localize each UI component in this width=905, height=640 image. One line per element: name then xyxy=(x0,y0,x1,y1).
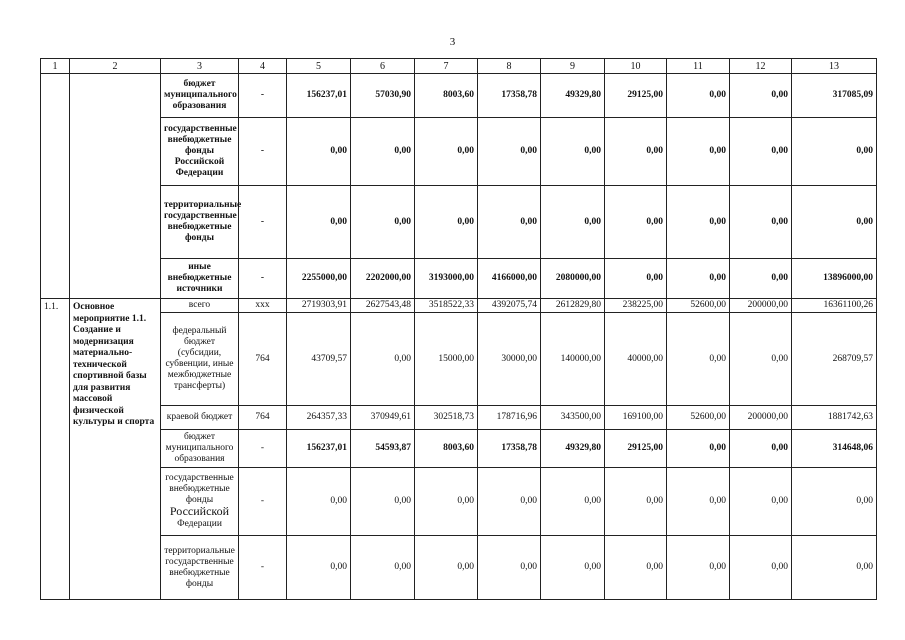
value-cell: 2202000,00 xyxy=(351,259,415,299)
section-name: Основное мероприятие 1.1. Создание и модернизация материально-технической спортивной базы для развития массовой физической культуры и спорта xyxy=(70,299,161,600)
value-cell: 268709,57 xyxy=(792,313,877,406)
table-row xyxy=(41,118,877,186)
code-cell: - xyxy=(239,118,287,186)
value-cell: 0,00 xyxy=(792,186,877,259)
table-row xyxy=(41,430,877,468)
value-cell: 0,00 xyxy=(605,186,667,259)
source-cell: бюджет муниципального образования xyxy=(161,74,239,118)
value-cell: 0,00 xyxy=(351,186,415,259)
value-cell: 0,00 xyxy=(351,118,415,186)
value-cell: 0,00 xyxy=(792,118,877,186)
table-row xyxy=(41,74,877,118)
value-cell: 140000,00 xyxy=(541,313,605,406)
empty-cell xyxy=(41,74,70,299)
value-cell: 3193000,00 xyxy=(415,259,478,299)
value-cell: 8003,60 xyxy=(415,74,478,118)
value-cell: 30000,00 xyxy=(478,313,541,406)
page-number: 3 xyxy=(449,36,456,48)
value-cell: 0,00 xyxy=(730,259,792,299)
value-cell: 0,00 xyxy=(667,430,730,468)
value-cell: 49329,80 xyxy=(541,74,605,118)
section-code: 1.1. xyxy=(41,299,70,600)
value-cell: 52600,00 xyxy=(667,299,730,313)
header-cell: 4 xyxy=(239,59,287,74)
header-cell: 3 xyxy=(161,59,239,74)
value-cell: 0,00 xyxy=(287,468,351,536)
value-cell: 49329,80 xyxy=(541,430,605,468)
value-cell: 43709,57 xyxy=(287,313,351,406)
header-cell: 9 xyxy=(541,59,605,74)
value-cell: 156237,01 xyxy=(287,430,351,468)
header-cell: 1 xyxy=(41,59,70,74)
source-cell xyxy=(161,468,239,536)
source-cell: иные внебюджетные источники xyxy=(161,259,239,299)
table-row xyxy=(41,186,877,259)
code-cell: - xyxy=(239,536,287,600)
value-cell: 0,00 xyxy=(730,468,792,536)
value-cell: 0,00 xyxy=(667,186,730,259)
value-cell: 0,00 xyxy=(792,468,877,536)
value-cell: 3518522,33 xyxy=(415,299,478,313)
value-cell: 0,00 xyxy=(351,313,415,406)
value-cell: 264357,33 xyxy=(287,406,351,430)
value-cell: 0,00 xyxy=(667,118,730,186)
value-cell: 200000,00 xyxy=(730,299,792,313)
table-row xyxy=(41,299,877,313)
value-cell: 0,00 xyxy=(287,536,351,600)
source-text: государственные внебюджетные фонды xyxy=(165,473,234,505)
header-cell: 6 xyxy=(351,59,415,74)
value-cell: 54593,87 xyxy=(351,430,415,468)
funding-table xyxy=(40,58,877,600)
code-cell: - xyxy=(239,430,287,468)
value-cell: 0,00 xyxy=(478,536,541,600)
source-cell: бюджет муниципального образования xyxy=(161,430,239,468)
code-cell: 764 xyxy=(239,313,287,406)
value-cell: 317085,09 xyxy=(792,74,877,118)
header-cell: 11 xyxy=(667,59,730,74)
value-cell: 40000,00 xyxy=(605,313,667,406)
value-cell: 0,00 xyxy=(541,118,605,186)
source-text: Российской xyxy=(169,504,230,518)
value-cell: 0,00 xyxy=(730,74,792,118)
value-cell: 16361100,26 xyxy=(792,299,877,313)
value-cell: 0,00 xyxy=(415,186,478,259)
code-cell: - xyxy=(239,74,287,118)
value-cell: 2719303,91 xyxy=(287,299,351,313)
header-cell: 7 xyxy=(415,59,478,74)
value-cell: 238225,00 xyxy=(605,299,667,313)
value-cell: 0,00 xyxy=(287,118,351,186)
value-cell: 0,00 xyxy=(730,118,792,186)
value-cell: 200000,00 xyxy=(730,406,792,430)
value-cell: 0,00 xyxy=(415,468,478,536)
code-cell: - xyxy=(239,259,287,299)
code-cell: 764 xyxy=(239,406,287,430)
value-cell: 2612829,80 xyxy=(541,299,605,313)
value-cell: 1881742,63 xyxy=(792,406,877,430)
value-cell: 343500,00 xyxy=(541,406,605,430)
value-cell: 2080000,00 xyxy=(541,259,605,299)
value-cell: 169100,00 xyxy=(605,406,667,430)
value-cell: 0,00 xyxy=(605,118,667,186)
source-cell: всего xyxy=(161,299,239,313)
code-cell: - xyxy=(239,468,287,536)
value-cell: 15000,00 xyxy=(415,313,478,406)
source-cell: федеральный бюджет (субсидии, субвенции, иные межбюджетные трансферты) xyxy=(161,313,239,406)
value-cell: 0,00 xyxy=(667,536,730,600)
value-cell: 0,00 xyxy=(287,186,351,259)
empty-cell xyxy=(70,74,161,299)
value-cell: 0,00 xyxy=(605,468,667,536)
source-cell: территориальные государственные внебюджетные фонды xyxy=(161,536,239,600)
value-cell: 29125,00 xyxy=(605,430,667,468)
value-cell: 0,00 xyxy=(605,259,667,299)
value-cell: 156237,01 xyxy=(287,74,351,118)
value-cell: 0,00 xyxy=(667,259,730,299)
header-row xyxy=(41,59,877,74)
value-cell: 0,00 xyxy=(415,118,478,186)
code-cell: ххх xyxy=(239,299,287,313)
value-cell: 302518,73 xyxy=(415,406,478,430)
table-row xyxy=(41,313,877,406)
value-cell: 0,00 xyxy=(541,536,605,600)
value-cell: 0,00 xyxy=(730,186,792,259)
value-cell: 0,00 xyxy=(351,536,415,600)
value-cell: 0,00 xyxy=(605,536,667,600)
header-cell: 8 xyxy=(478,59,541,74)
value-cell: 0,00 xyxy=(730,313,792,406)
table-row xyxy=(41,468,877,536)
source-cell: территориальные государственные внебюджетные фонды xyxy=(161,186,239,259)
value-cell: 0,00 xyxy=(415,536,478,600)
table-row xyxy=(41,406,877,430)
value-cell: 2627543,48 xyxy=(351,299,415,313)
value-cell: 0,00 xyxy=(667,74,730,118)
value-cell: 4392075,74 xyxy=(478,299,541,313)
value-cell: 0,00 xyxy=(792,536,877,600)
value-cell: 0,00 xyxy=(541,186,605,259)
value-cell: 0,00 xyxy=(541,468,605,536)
value-cell: 0,00 xyxy=(351,468,415,536)
source-cell: государственные внебюджетные фонды Российской Федерации xyxy=(161,118,239,186)
value-cell: 0,00 xyxy=(478,468,541,536)
value-cell: 8003,60 xyxy=(415,430,478,468)
value-cell: 0,00 xyxy=(667,313,730,406)
header-cell: 5 xyxy=(287,59,351,74)
table-row xyxy=(41,536,877,600)
value-cell: 4166000,00 xyxy=(478,259,541,299)
value-cell: 314648,06 xyxy=(792,430,877,468)
header-cell: 2 xyxy=(70,59,161,74)
value-cell: 2255000,00 xyxy=(287,259,351,299)
value-cell: 0,00 xyxy=(667,468,730,536)
value-cell: 17358,78 xyxy=(478,74,541,118)
value-cell: 52600,00 xyxy=(667,406,730,430)
table-row xyxy=(41,259,877,299)
source-cell: краевой бюджет xyxy=(161,406,239,430)
source-text: Федерации xyxy=(177,519,222,529)
code-cell: - xyxy=(239,186,287,259)
value-cell: 0,00 xyxy=(730,430,792,468)
value-cell: 178716,96 xyxy=(478,406,541,430)
value-cell: 370949,61 xyxy=(351,406,415,430)
value-cell: 57030,90 xyxy=(351,74,415,118)
header-cell: 13 xyxy=(792,59,877,74)
value-cell: 0,00 xyxy=(478,186,541,259)
header-cell: 10 xyxy=(605,59,667,74)
value-cell: 29125,00 xyxy=(605,74,667,118)
value-cell: 17358,78 xyxy=(478,430,541,468)
value-cell: 0,00 xyxy=(730,536,792,600)
value-cell: 13896000,00 xyxy=(792,259,877,299)
header-cell: 12 xyxy=(730,59,792,74)
value-cell: 0,00 xyxy=(478,118,541,186)
